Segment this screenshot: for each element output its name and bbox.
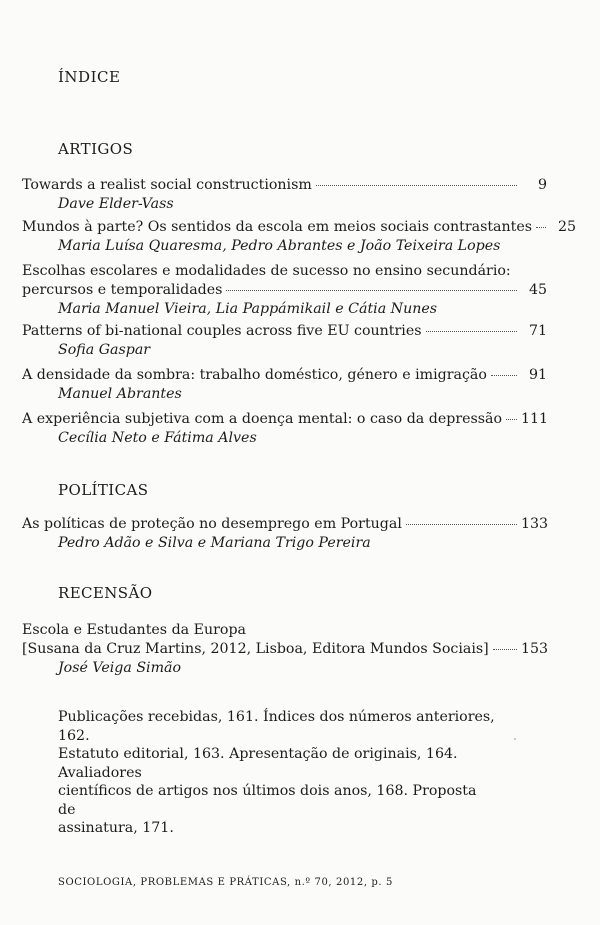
entry-title-continued[interactable]: percursos e temporalidades — [22, 282, 223, 298]
index-title: ÍNDICE — [58, 68, 121, 86]
note-line: científicos de artigos nos últimos dois anos, 168. Proposta de — [58, 783, 477, 818]
entry-author: Sofia Gaspar — [58, 342, 151, 358]
entry-page-number: 71 — [528, 323, 547, 339]
entry-title[interactable]: A experiência subjetiva com a doença mental: o caso da depressão — [22, 411, 503, 427]
entry-author: Pedro Adão e Silva e Mariana Trigo Pereira — [58, 535, 371, 551]
entry-page-number: 91 — [528, 367, 547, 383]
toc-entry[interactable] — [22, 366, 547, 404]
entry-title[interactable]: As políticas de proteção no desemprego em Portugal — [22, 516, 402, 532]
entry-page-number: 153 — [521, 641, 549, 657]
toc-entry[interactable] — [22, 621, 547, 678]
dot-leader — [536, 226, 546, 228]
section-heading-politicas: POLÍTICAS — [58, 481, 149, 499]
entry-subtitle[interactable]: [Susana da Cruz Martins, 2012, Lisboa, Editora Mundos Sociais] — [22, 641, 489, 657]
entry-author: Dave Elder-Vass — [58, 196, 174, 212]
entry-title[interactable]: Towards a realist social constructionism — [22, 177, 312, 193]
dot-leader — [493, 648, 517, 650]
entry-page-number: 9 — [537, 177, 547, 193]
entry-author: Manuel Abrantes — [58, 386, 182, 402]
toc-entry[interactable] — [22, 515, 547, 553]
dot-leader — [491, 374, 517, 376]
dot-leader — [226, 289, 517, 291]
dot-leader — [506, 418, 517, 420]
entry-author: Maria Manuel Vieira, Lia Pappámikail e Cátia Nunes — [58, 301, 438, 317]
note-line: Estatuto editorial, 163. Apresentação de originais, 164. Avaliadores — [58, 746, 458, 781]
entry-page-number: 133 — [521, 516, 549, 532]
entry-title[interactable]: Mundos à parte? Os sentidos da escola em meios sociais contrastantes — [22, 219, 533, 235]
running-footer: SOCIOLOGIA, PROBLEMAS E PRÁTICAS, n.º 70, 2012, p. 5 — [58, 877, 393, 888]
toc-entry[interactable] — [22, 176, 547, 214]
toc-entry[interactable] — [22, 218, 577, 256]
entry-author: Cecília Neto e Fátima Alves — [58, 430, 257, 446]
dot-leader — [316, 184, 517, 186]
entry-title[interactable]: Patterns of bi-national couples across five EU countries — [22, 323, 422, 339]
entry-title[interactable]: A densidade da sombra: trabalho doméstico, género e imigração — [22, 367, 487, 383]
section-heading-recensao: RECENSÃO — [58, 584, 153, 602]
entry-page-number: 111 — [521, 411, 549, 427]
entry-page-number: 25 — [557, 219, 577, 235]
toc-entry[interactable] — [22, 322, 547, 360]
paper-speck — [514, 738, 516, 740]
toc-entry[interactable] — [22, 262, 547, 319]
note-line: assinatura, 171. — [58, 820, 174, 836]
dot-leader — [426, 330, 517, 332]
entry-page-number: 45 — [528, 282, 547, 298]
entry-title[interactable]: Escolhas escolares e modalidades de sucesso no ensino secundário: — [22, 263, 511, 279]
note-line: Publicações recebidas, 161. Índices dos números anteriores, 162. — [58, 709, 495, 744]
dot-leader — [406, 523, 517, 525]
entry-title[interactable]: Escola e Estudantes da Europa — [22, 622, 246, 638]
entry-author: José Veiga Simão — [58, 660, 182, 676]
entry-author: Maria Luísa Quaresma, Pedro Abrantes e João Teixeira Lopes — [58, 238, 501, 254]
toc-entry[interactable] — [22, 410, 547, 448]
misc-contents-note — [58, 708, 498, 838]
section-heading-artigos: ARTIGOS — [58, 140, 134, 158]
